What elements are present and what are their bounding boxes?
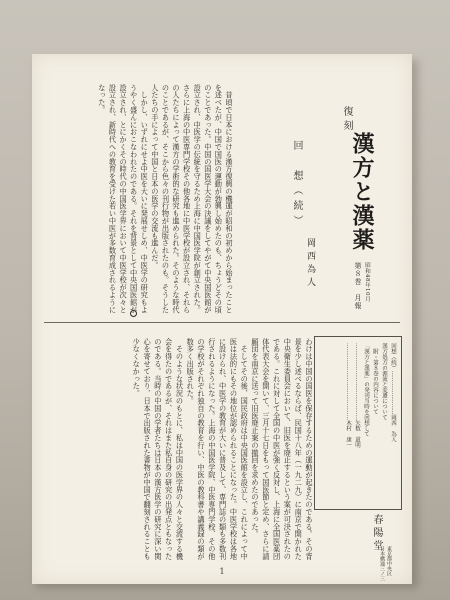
masthead-title: 漢方と漢薬 [349, 132, 375, 252]
essay-paragraph: わけは中国の国医を保存するための運動が起きたのである。その背景を少し述べるならば、民国十八年（一九二九）に南京で開かれた中央衛生委員会において、旧医を廃止するという案が可決されたのである。これに対して全国の中医が強く反対し、上海に全国医薬団体代表大会を開いて、三月十七日をもって国医節と定め、さらに請願団を南京に送って旧医廃止案の撤回を求めたのであった。 [251, 338, 314, 560]
toc-item: ……………………………………矢数 道明 [354, 343, 360, 448]
essay-body-bottom [42, 338, 314, 564]
toc-item: 回想（続）……………………岡西 為人 [390, 343, 396, 442]
essay-paragraph: 昔頃で日本における漢方復興の機運が昭和の初めから始まったことを述べたが、中国で国医の運動が勃興し始めたのも、ちょうどその頃のことであった。中国の国医学大会の決議をしてやがて中央国医館が設立され、中医学の伝統を守るため上海に中国医学院が創立された。さらに上海の中医専門学校その他各地に中医学校が設立され、それらの人たちによって漢方の学術的な研究も進められた。そのような時代のことであるが、そこから色々の刊行物が出版されたのも。そうした人たちの手によって中国と日本の医学の交流も進んだ。 [150, 84, 234, 314]
toc-item: ……………………………………木村 康一 [345, 343, 351, 448]
toc-item: 「漢方と漢薬」の発刊当時を回想して [363, 343, 369, 437]
essay-paragraph: しかし、いずれにせよ中医を大いに発展せしめ、中医学の研究もようやく盛んにおこなわれたのである。それを背景として中央国医館が設立され、とにかくその時代の中国医学界において中医学校が次々と設立され、新時代への教育を受けた若い中医が多数育成されるようになった。 [97, 84, 150, 314]
toc-item: 附・第８巻の内容について [372, 343, 378, 415]
section-circle-icon [130, 302, 137, 321]
document-page [32, 54, 412, 584]
masthead-volume: 第８巻 月報 [354, 262, 362, 310]
toc-list [319, 343, 397, 503]
page-number: 1 [219, 567, 225, 576]
masthead-label: 復刻 [341, 106, 352, 134]
toc-item: 漢方処方の源流と変遷について [381, 343, 387, 420]
circle-glyph [130, 310, 137, 317]
essay-title: 回 想（続） [291, 140, 302, 230]
table-of-contents [314, 336, 402, 510]
section-divider [44, 322, 400, 323]
essay-paragraph: そしてその後、国民政府は中央国医館を設立し、これによって中医は法的にもその地位が認められることになった。中医学校は各地に設けられ、中医学の教育が大いに普及して、専門誌の類も多数刊行されるようになった。上海の中国医学院、中医専門学校、その他の学校がそれぞれ独自の教育を行い、中医の教科書や講義録の類が数多く出版された。 [186, 338, 250, 560]
essay-author: 岡西為人 [305, 238, 315, 290]
publisher-address-line: 東京都中央区 [386, 546, 392, 576]
essay-body-top [68, 84, 234, 320]
publisher-address-line: 日本橋通三ノ三 [379, 546, 385, 581]
publisher-name: 春陽堂 [371, 514, 382, 553]
masthead-date: 昭和48年10月 [364, 262, 370, 302]
essay-paragraph: そのような状況のもとに、私は中国の医学界の人々と交流する機会を得たのであるが、それはまた私自身の研究の出発点ともなったのである。当時の中国の学者たちは日本の漢方医学の研究に深い関心を寄せており、日本で出版された書物が中国で翻刻されることも少なくなかった。 [132, 338, 185, 560]
